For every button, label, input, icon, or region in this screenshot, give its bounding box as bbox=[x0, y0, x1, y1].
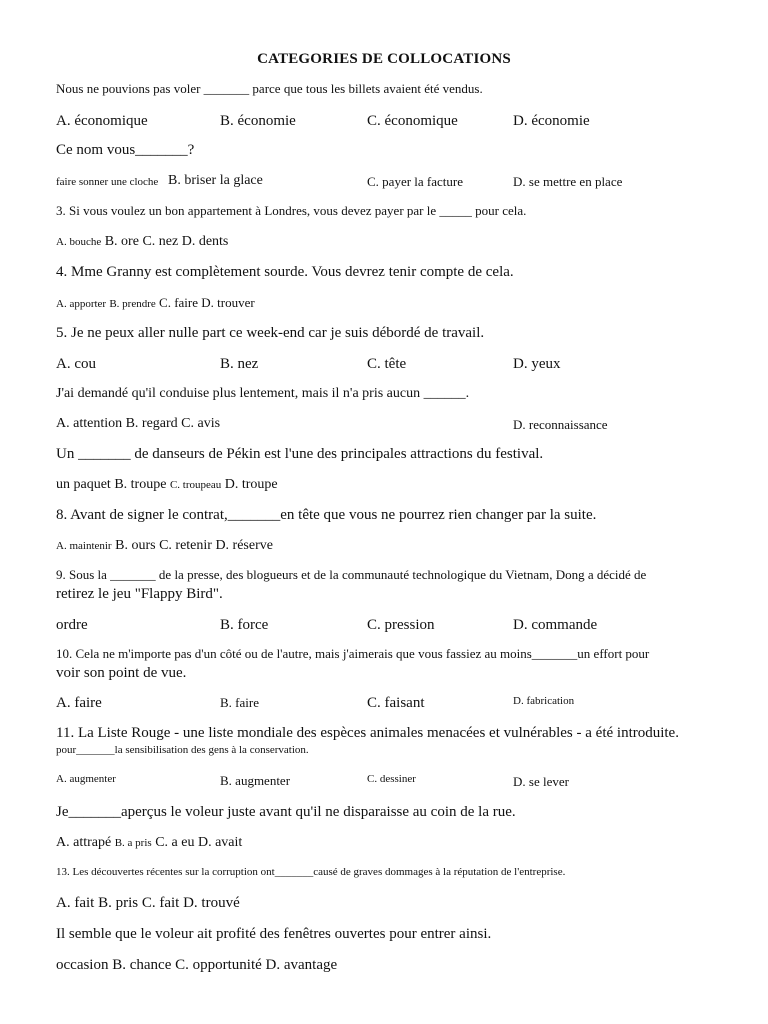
options-row-6 bbox=[56, 416, 736, 436]
question-10-line-1: 10. Cela ne m'importe pas d'un côté ou de l'autre, mais j'aimerais que vous fassiez au moins_______un effort pour bbox=[56, 646, 650, 661]
options-row-3 bbox=[56, 234, 728, 250]
options-row-13: A. fait B. pris C. fait D. trouvé bbox=[56, 895, 240, 911]
option-d: D. économie bbox=[513, 113, 590, 129]
option-a: faire sonner une cloche bbox=[56, 176, 159, 188]
option-d: D. se lever bbox=[513, 774, 569, 789]
question-7: Un _______ de danseurs de Pékin est l'une des principales attractions du festival. bbox=[56, 446, 544, 462]
option-d: D. troupe bbox=[224, 477, 278, 492]
option-a: ordre bbox=[56, 617, 88, 633]
option-d: D. réserve bbox=[215, 538, 273, 553]
option-b: B. briser la glace bbox=[168, 173, 263, 188]
option-a: A. maintenir bbox=[56, 540, 112, 552]
question-9-line-1: 9. Sous la _______ de la presse, des blogueurs et de la communauté technologique du Vietnam, Dong a décidé de bbox=[56, 567, 647, 582]
option-d: D. se mettre en place bbox=[513, 174, 623, 189]
options-row-11 bbox=[56, 773, 736, 793]
option-a: A. attrapé bbox=[56, 835, 112, 850]
option-b: B. prendre bbox=[109, 298, 156, 310]
option-a: A. apporter bbox=[56, 298, 107, 310]
option-b: B. faire bbox=[220, 695, 259, 710]
option-c: C. faisant bbox=[367, 695, 425, 711]
question-12: Je_______aperçus le voleur juste avant qu'il ne disparaisse au coin de la rue. bbox=[56, 804, 516, 820]
options-row-14: occasion B. chance C. opportunité D. avantage bbox=[56, 957, 338, 973]
option-b: B. économie bbox=[220, 113, 296, 129]
question-11-line-1: 11. La Liste Rouge - une liste mondiale des espèces animales menacées et vulnérables - a été introduite. bbox=[56, 725, 679, 741]
question-4: 4. Mme Granny est complètement sourde. Vous devrez tenir compte de cela. bbox=[56, 264, 514, 280]
options-row-10 bbox=[56, 695, 736, 715]
option-b: B. ore bbox=[104, 234, 139, 249]
question-11-line-2: pour_______la sensibilisation des gens à la conservation. bbox=[56, 744, 309, 756]
question-13: 13. Les découvertes récentes sur la corruption ont_______causé de graves dommages à la réputation de l'entreprise. bbox=[56, 866, 566, 878]
question-2: Ce nom vous_______? bbox=[56, 142, 195, 158]
option-d: D. commande bbox=[513, 617, 598, 633]
option-c: C. pression bbox=[367, 617, 435, 633]
option-c: C. payer la facture bbox=[367, 174, 464, 189]
question-9-line-2: retirez le jeu "Flappy Bird". bbox=[56, 586, 223, 602]
option-c: C. dessiner bbox=[367, 773, 416, 785]
option-d: D. dents bbox=[181, 234, 229, 249]
question-8: 8. Avant de signer le contrat,_______en tête que vous ne pourrez rien changer par la suite. bbox=[56, 507, 597, 523]
option-b: B. a pris bbox=[114, 837, 152, 849]
option-d: D. fabrication bbox=[513, 695, 575, 707]
options-row-8 bbox=[56, 538, 728, 554]
option-d: D. yeux bbox=[513, 356, 561, 372]
option-a: A. cou bbox=[56, 356, 96, 372]
option-b: B. troupe bbox=[114, 477, 167, 492]
option-c: C. tête bbox=[367, 356, 407, 372]
option-c: C. troupeau bbox=[169, 479, 222, 491]
options-row-4 bbox=[56, 296, 728, 311]
options-row-5 bbox=[56, 356, 736, 376]
options-row-1 bbox=[56, 113, 736, 133]
question-10-line-2: voir son point de vue. bbox=[56, 665, 187, 681]
option-b: B. force bbox=[220, 617, 269, 633]
option-c: C. économique bbox=[367, 113, 458, 129]
question-14: Il semble que le voleur ait profité des fenêtres ouvertes pour entrer ainsi. bbox=[56, 926, 492, 942]
question-5: 5. Je ne peux aller nulle part ce week-end car je suis débordé de travail. bbox=[56, 325, 485, 341]
option-a: A. économique bbox=[56, 113, 148, 129]
question-3: 3. Si vous voulez un bon appartement à Londres, vous devez payer par le _____ pour cela. bbox=[56, 203, 527, 218]
option-a: A. augmenter bbox=[56, 773, 116, 785]
options-row-2 bbox=[56, 173, 736, 193]
question-6: J'ai demandé qu'il conduise plus lentement, mais il n'a pris aucun ______. bbox=[56, 386, 470, 401]
option-b: B. augmenter bbox=[220, 773, 291, 788]
option-d: D. trouver bbox=[201, 295, 255, 310]
question-1: Nous ne pouvions pas voler _______ parce que tous les billets avaient été vendus. bbox=[56, 81, 483, 96]
option-b: B. ours bbox=[115, 538, 156, 553]
option-c: C. faire bbox=[159, 295, 199, 310]
option-a: un paquet bbox=[56, 477, 111, 492]
option-c: C. retenir bbox=[159, 538, 212, 553]
page-title: CATEGORIES DE COLLOCATIONS bbox=[257, 51, 511, 67]
option-d: D. reconnaissance bbox=[513, 417, 608, 432]
option-c: C. nez bbox=[142, 234, 179, 249]
option-b: B. nez bbox=[220, 356, 259, 372]
option-a: A. faire bbox=[56, 695, 102, 711]
options-abc: A. attention B. regard C. avis bbox=[56, 416, 221, 431]
option-d: D. avait bbox=[197, 835, 243, 850]
option-a: A. bouche bbox=[56, 236, 102, 248]
option-c: C. a eu bbox=[155, 835, 195, 850]
options-row-7 bbox=[56, 477, 728, 493]
options-row-9 bbox=[56, 617, 736, 637]
options-row-12 bbox=[56, 835, 728, 851]
